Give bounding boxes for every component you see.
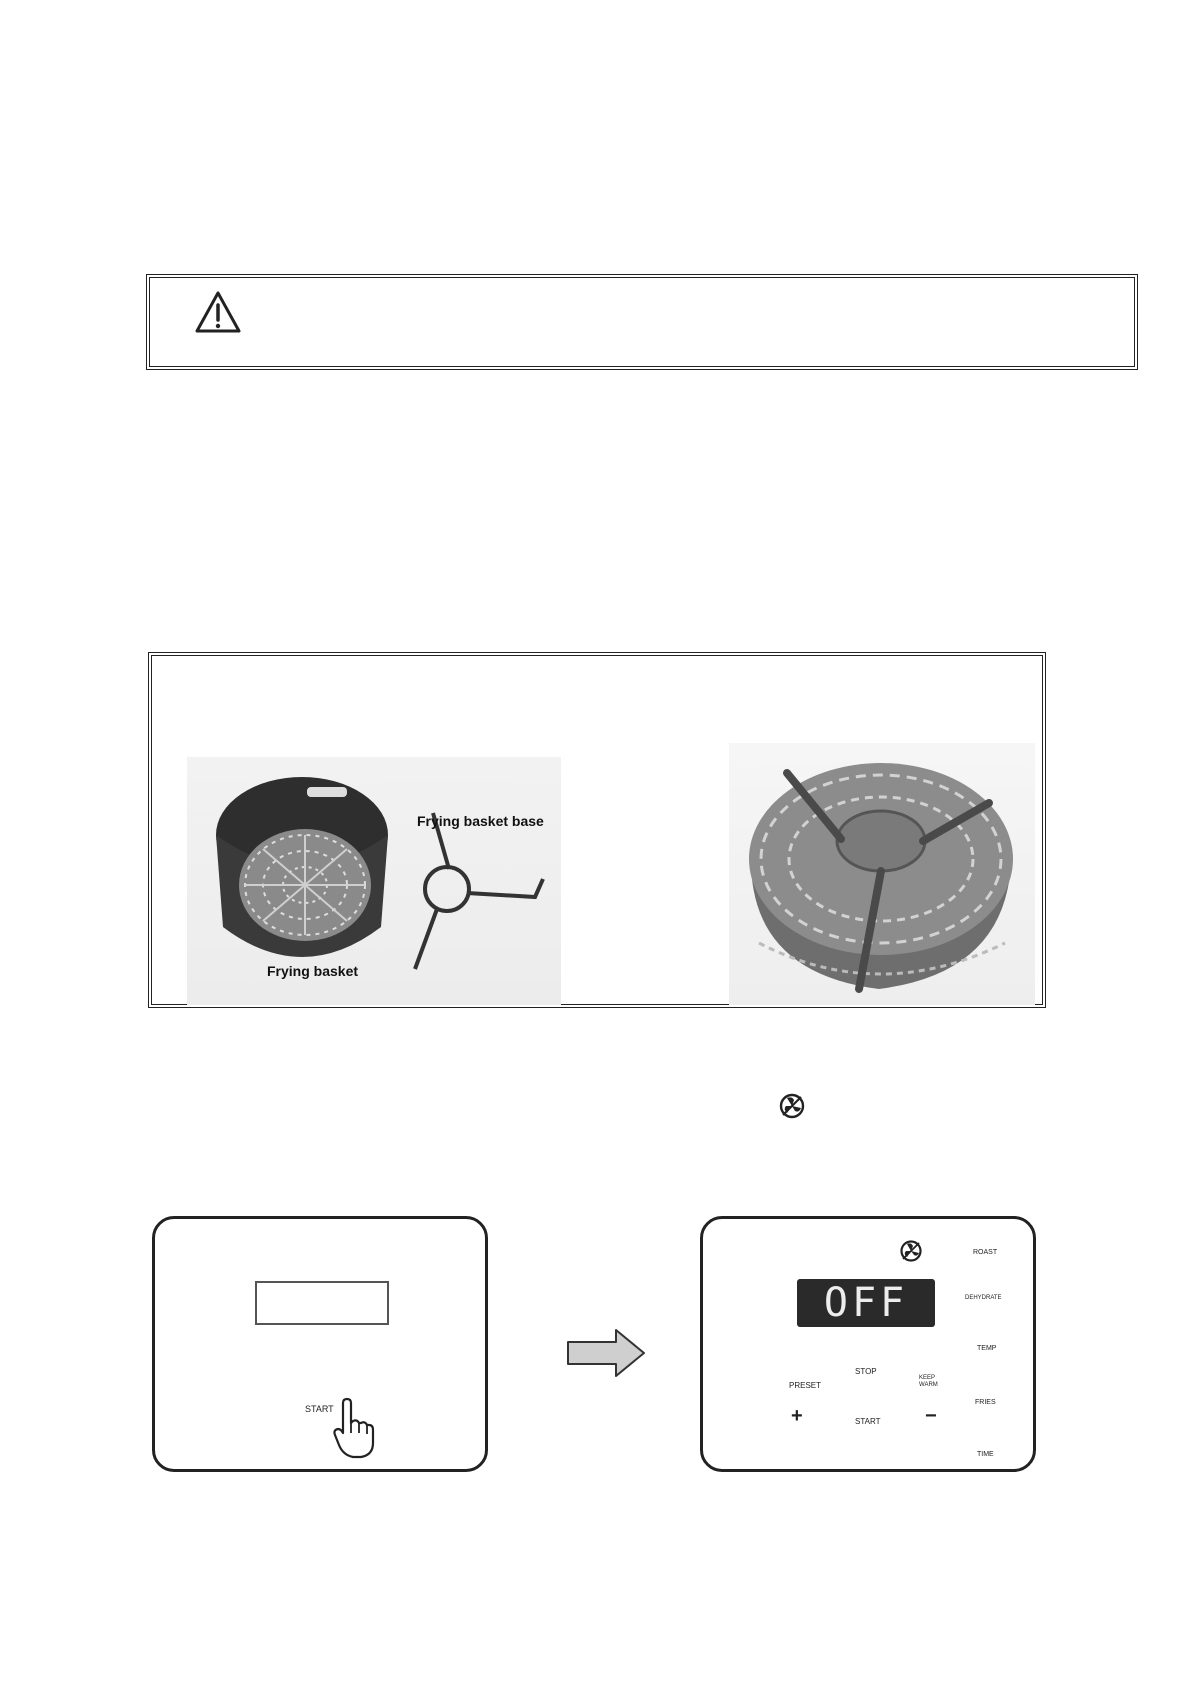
stop-button[interactable]: STOP	[855, 1367, 877, 1376]
temp-button[interactable]: TEMP	[977, 1345, 997, 1352]
lcd-display: OFF	[797, 1279, 935, 1327]
blank-display	[255, 1281, 389, 1325]
assembled-basket-photo	[729, 743, 1035, 1005]
right-arrow-icon	[566, 1328, 646, 1378]
warning-box	[146, 274, 1138, 370]
accessories-box	[148, 652, 1046, 1008]
assembled-basket-illustration	[729, 743, 1035, 1005]
frying-basket-label: Frying basket	[267, 963, 359, 979]
preset-button[interactable]: PRESET	[789, 1381, 822, 1390]
fries-button[interactable]: FRIES	[975, 1399, 996, 1406]
fan-icon	[778, 1092, 806, 1120]
roast-button[interactable]: ROAST	[973, 1249, 998, 1256]
pointing-hand-icon	[331, 1397, 377, 1459]
control-panel-on	[700, 1216, 1036, 1472]
keep-warm-button[interactable]: KEEP WARM	[919, 1375, 938, 1388]
minus-button[interactable]: −	[925, 1405, 937, 1427]
start-button[interactable]: START	[855, 1417, 881, 1426]
frying-basket-photo	[187, 757, 561, 1005]
start-label: START	[305, 1404, 334, 1414]
control-panel-off	[152, 1216, 488, 1472]
frying-basket-illustration	[187, 757, 561, 1005]
plus-button[interactable]: +	[791, 1405, 803, 1427]
fan-icon[interactable]	[899, 1239, 923, 1263]
time-button[interactable]: TIME	[977, 1451, 994, 1458]
dehydrate-button[interactable]: DEHYDRATE	[965, 1295, 1002, 1301]
frying-basket-base-label: Frying basket base	[417, 813, 544, 829]
warning-triangle-icon	[193, 289, 243, 335]
